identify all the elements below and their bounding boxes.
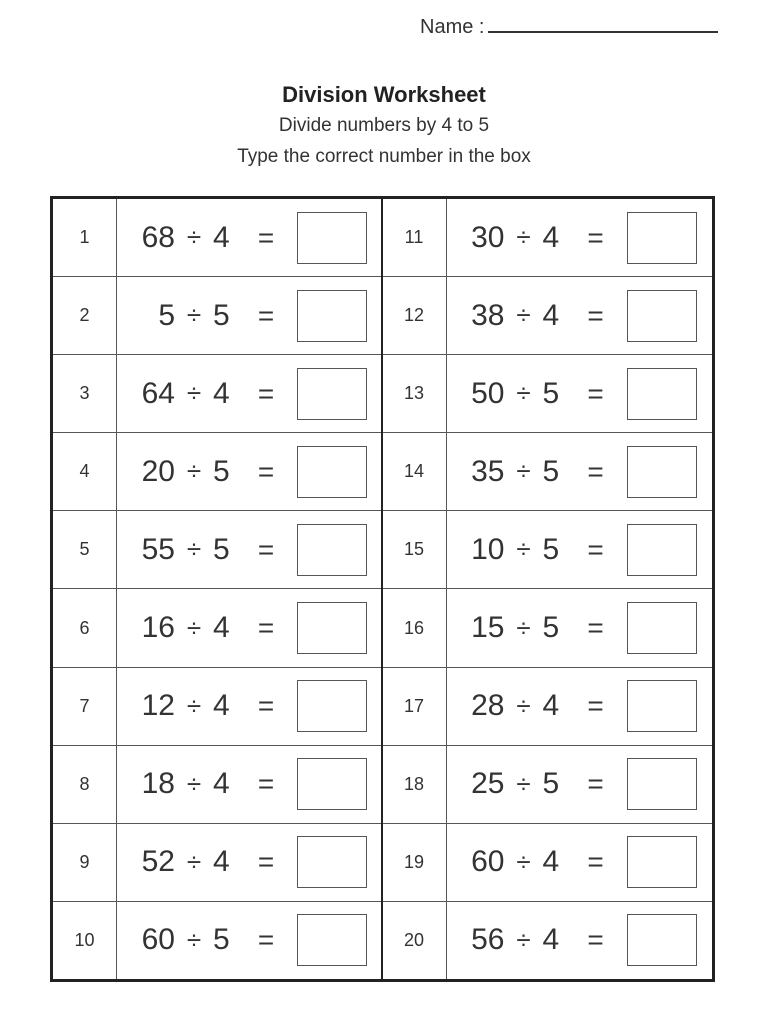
problem-row <box>53 433 381 511</box>
equals-sign: = <box>257 455 275 487</box>
problem-equation <box>117 433 381 510</box>
problem-number: 1 <box>53 199 117 276</box>
dividend: 50 <box>471 376 505 410</box>
divisor: 4 <box>213 845 230 879</box>
dividend: 28 <box>471 689 505 723</box>
division-sign: ÷ <box>186 846 202 877</box>
problem-equation <box>117 902 381 979</box>
divisor: 4 <box>542 923 560 957</box>
problem-number: 16 <box>383 589 447 666</box>
problems-column-right <box>383 199 713 979</box>
equals-sign: = <box>587 533 604 565</box>
divisor: 5 <box>542 611 560 645</box>
dividend: 52 <box>141 845 175 879</box>
problem-row <box>53 824 381 902</box>
equals-sign: = <box>587 377 604 409</box>
name-field-row <box>420 16 720 44</box>
divisor: 4 <box>213 376 230 410</box>
problem-row <box>383 511 713 589</box>
division-sign: ÷ <box>516 612 531 643</box>
dividend: 68 <box>141 220 175 254</box>
divisor: 4 <box>213 611 230 645</box>
equals-sign: = <box>257 221 275 253</box>
problem-row <box>53 355 381 433</box>
answer-box[interactable] <box>297 524 367 576</box>
equals-sign: = <box>257 377 275 409</box>
answer-box[interactable] <box>297 836 367 888</box>
equals-sign: = <box>587 924 604 956</box>
problem-equation <box>447 902 713 979</box>
divisor: 5 <box>213 923 230 957</box>
problem-equation <box>117 746 381 823</box>
division-sign: ÷ <box>186 300 202 331</box>
problem-row <box>383 277 713 355</box>
problem-number: 17 <box>383 668 447 745</box>
answer-box[interactable] <box>627 602 697 654</box>
dividend: 64 <box>141 376 175 410</box>
problem-number: 10 <box>53 902 117 979</box>
problem-row <box>53 589 381 667</box>
answer-box[interactable] <box>627 446 697 498</box>
problem-number: 19 <box>383 824 447 901</box>
answer-box[interactable] <box>627 212 697 264</box>
division-sign: ÷ <box>186 768 202 799</box>
problem-number: 20 <box>383 902 447 979</box>
divisor: 5 <box>542 454 560 488</box>
problem-equation <box>447 199 713 276</box>
problem-number: 3 <box>53 355 117 432</box>
divisor: 5 <box>213 532 230 566</box>
answer-box[interactable] <box>297 602 367 654</box>
problem-row <box>383 902 713 979</box>
division-sign: ÷ <box>516 300 531 331</box>
dividend: 35 <box>471 454 505 488</box>
problem-row <box>53 199 381 277</box>
divisor: 5 <box>542 767 560 801</box>
divisor: 4 <box>213 220 230 254</box>
equals-sign: = <box>587 221 604 253</box>
divisor: 4 <box>542 220 560 254</box>
problem-row <box>383 668 713 746</box>
division-sign: ÷ <box>516 846 531 877</box>
problem-equation <box>447 433 713 510</box>
problem-equation <box>117 589 381 666</box>
answer-box[interactable] <box>297 758 367 810</box>
division-sign: ÷ <box>516 924 531 955</box>
problem-number: 4 <box>53 433 117 510</box>
division-sign: ÷ <box>186 378 202 409</box>
equals-sign: = <box>257 612 275 644</box>
problem-row <box>53 277 381 355</box>
equals-sign: = <box>257 768 275 800</box>
divisor: 5 <box>213 454 230 488</box>
division-sign: ÷ <box>516 534 531 565</box>
dividend: 30 <box>471 220 505 254</box>
answer-box[interactable] <box>297 368 367 420</box>
dividend: 18 <box>141 767 175 801</box>
problem-row <box>53 746 381 824</box>
answer-box[interactable] <box>627 680 697 732</box>
problem-number: 15 <box>383 511 447 588</box>
divisor: 4 <box>542 845 560 879</box>
dividend: 60 <box>471 845 505 879</box>
dividend: 15 <box>471 611 505 645</box>
problem-row <box>53 902 381 979</box>
equals-sign: = <box>587 846 604 878</box>
worksheet-instructions: Type the correct number in the box <box>237 146 531 167</box>
problem-equation <box>117 199 381 276</box>
answer-box[interactable] <box>627 836 697 888</box>
equals-sign: = <box>587 768 604 800</box>
dividend: 55 <box>141 532 175 566</box>
divisor: 4 <box>542 298 560 332</box>
problem-number: 13 <box>383 355 447 432</box>
problem-number: 9 <box>53 824 117 901</box>
divisor: 4 <box>213 689 230 723</box>
problem-row <box>53 511 381 589</box>
worksheet-subtitle: Divide numbers by 4 to 5 <box>278 115 490 136</box>
equals-sign: = <box>257 846 275 878</box>
problem-equation <box>447 277 713 354</box>
problem-equation <box>447 589 713 666</box>
problem-number: 11 <box>383 199 447 276</box>
division-sign: ÷ <box>516 768 531 799</box>
division-sign: ÷ <box>186 612 202 643</box>
problems-grid <box>50 196 715 982</box>
answer-box[interactable] <box>627 290 697 342</box>
name-line[interactable] <box>488 31 718 33</box>
problem-row <box>383 824 713 902</box>
problem-row <box>53 668 381 746</box>
equals-sign: = <box>257 690 275 722</box>
problem-row <box>383 355 713 433</box>
dividend: 25 <box>471 767 505 801</box>
answer-box[interactable] <box>297 212 367 264</box>
problem-equation <box>117 824 381 901</box>
answer-box[interactable] <box>297 914 367 966</box>
problem-equation <box>447 746 713 823</box>
problem-number: 8 <box>53 746 117 823</box>
division-sign: ÷ <box>516 378 531 409</box>
problems-column-left <box>53 199 383 979</box>
equals-sign: = <box>587 690 604 722</box>
division-sign: ÷ <box>516 456 531 487</box>
problem-number: 14 <box>383 433 447 510</box>
problem-equation <box>117 355 381 432</box>
equals-sign: = <box>587 299 604 331</box>
problem-equation <box>117 668 381 745</box>
division-sign: ÷ <box>186 222 202 253</box>
problem-number: 12 <box>383 277 447 354</box>
dividend: 5 <box>158 298 175 332</box>
problem-equation <box>447 668 713 745</box>
problem-number: 2 <box>53 277 117 354</box>
problem-equation <box>447 511 713 588</box>
problem-number: 6 <box>53 589 117 666</box>
problem-equation <box>447 355 713 432</box>
answer-box[interactable] <box>627 524 697 576</box>
answer-box[interactable] <box>627 368 697 420</box>
problem-row <box>383 589 713 667</box>
dividend: 20 <box>141 454 175 488</box>
equals-sign: = <box>257 299 275 331</box>
division-sign: ÷ <box>516 222 531 253</box>
worksheet-title: Division Worksheet <box>282 82 486 107</box>
divisor: 4 <box>213 767 230 801</box>
dividend: 10 <box>471 532 505 566</box>
problem-number: 18 <box>383 746 447 823</box>
problem-number: 7 <box>53 668 117 745</box>
division-sign: ÷ <box>186 534 202 565</box>
division-sign: ÷ <box>186 456 202 487</box>
answer-box[interactable] <box>297 446 367 498</box>
dividend: 56 <box>471 923 505 957</box>
answer-box[interactable] <box>297 680 367 732</box>
equals-sign: = <box>587 612 604 644</box>
name-label: Name : <box>420 16 485 38</box>
equals-sign: = <box>257 924 275 956</box>
division-sign: ÷ <box>186 924 202 955</box>
problem-row <box>383 433 713 511</box>
divisor: 5 <box>213 298 230 332</box>
problem-row <box>383 746 713 824</box>
equals-sign: = <box>257 533 275 565</box>
division-sign: ÷ <box>516 690 531 721</box>
division-sign: ÷ <box>186 690 202 721</box>
dividend: 38 <box>471 298 505 332</box>
dividend: 12 <box>141 689 175 723</box>
problem-row <box>383 199 713 277</box>
answer-box[interactable] <box>297 290 367 342</box>
dividend: 16 <box>141 611 175 645</box>
equals-sign: = <box>587 455 604 487</box>
divisor: 5 <box>542 376 560 410</box>
problem-equation <box>117 277 381 354</box>
problem-number: 5 <box>53 511 117 588</box>
answer-box[interactable] <box>627 758 697 810</box>
divisor: 5 <box>542 532 560 566</box>
problem-equation <box>447 824 713 901</box>
dividend: 60 <box>141 923 175 957</box>
answer-box[interactable] <box>627 914 697 966</box>
divisor: 4 <box>542 689 560 723</box>
problem-equation <box>117 511 381 588</box>
